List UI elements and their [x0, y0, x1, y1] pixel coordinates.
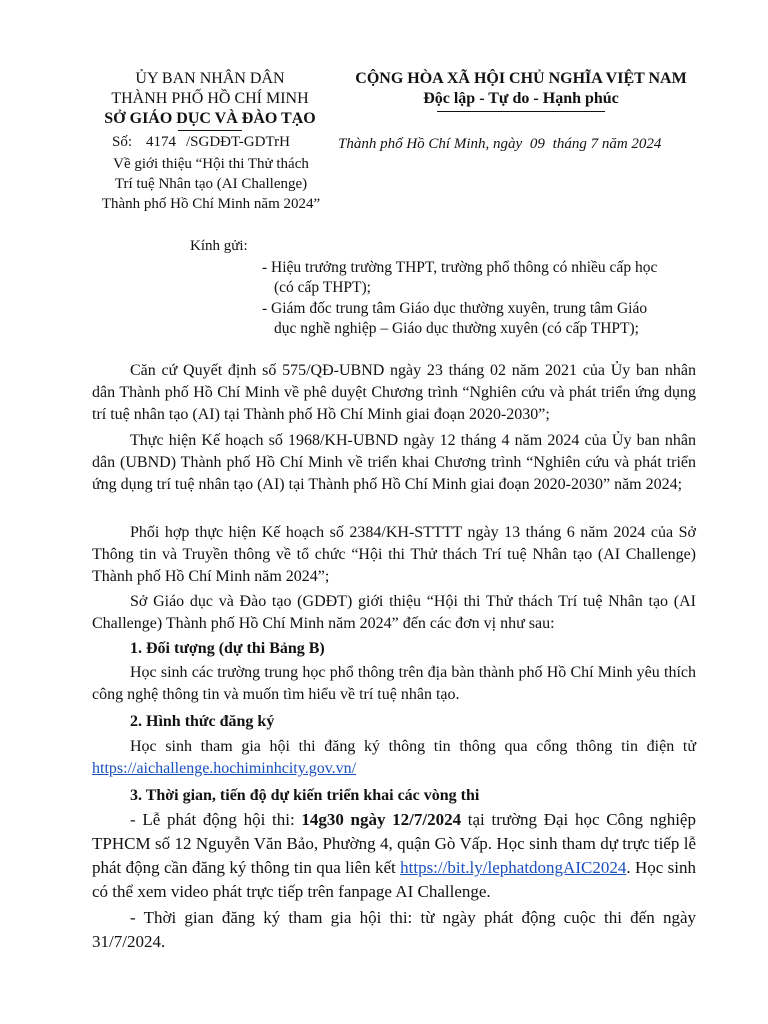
subject-line-3: Thành phố Hồ Chí Minh năm 2024” — [101, 196, 321, 212]
launch-text-c: . Học sinh có thể xem video phát trực tiếp trên fanpage AI Challenge. — [92, 858, 696, 901]
issuer-underline — [178, 130, 242, 131]
registration-text: Học sinh tham gia hội thi đăng ký thông tin thông qua cổng thông tin điện tử — [130, 738, 696, 755]
launch-registration-link[interactable]: https://bit.ly/lephatdongAIC2024 — [400, 858, 627, 877]
national-motto: Độc lập - Tự do - Hạnh phúc — [423, 90, 619, 107]
launch-text-b: tại trường Đại học Công nghiệp TPHCM số 12 Nguyễn Văn Bảo, Phường 4, quận Gò Vấp. Học sinh tham dự trực tiếp lễ phát động cần đăng ký thông tin qua liên kết — [92, 810, 696, 877]
recipient-item-2-line-1: - Giám đốc trung tâm Giáo dục thường xuyên, trung tâm Giáo — [262, 300, 648, 317]
paragraph-registration-period: - Thời gian đăng ký tham gia hội thi: từ ngày phát động cuộc thi đến ngày 31/7/2024. — [92, 908, 696, 951]
section-heading-2: 2. Hình thức đăng ký — [130, 713, 275, 730]
launch-text-a: - Lễ phát động hội thi: — [130, 810, 302, 829]
date-suffix: tháng 7 năm 2024 — [552, 136, 662, 152]
doc-number-suffix: /SGDĐT-GDTrH — [186, 134, 290, 150]
recipient-item-1 — [262, 258, 702, 298]
paragraph-legal-basis: Căn cứ Quyết định số 575/QĐ-UBND ngày 23 tháng 02 năm 2021 của Ủy ban nhân dân Thành phố Hồ Chí Minh về phê duyệt Chương trình “Nghiên cứu và phát triển ứng dụng trí tuệ nhân tạo (AI) tại Thành phố Hồ Chí Minh giai đoạn 2020-2030”; — [92, 362, 696, 423]
date-prefix: Thành phố Hồ Chí Minh, ngày — [338, 136, 523, 152]
recipient-item-2-line-2: dục nghề nghiệp – Giáo dục thường xuyên (có cấp THPT); — [274, 320, 639, 337]
date-line — [338, 136, 661, 153]
paragraph-registration — [92, 736, 696, 780]
motto-underline — [437, 111, 605, 112]
section-heading-3: 3. Thời gian, tiến độ dự kiến triển khai các vòng thi — [130, 787, 480, 804]
paragraph-introduction: Sở Giáo dục và Đào tạo (GDĐT) giới thiệu “Hội thi Thử thách Trí tuệ Nhân tạo (AI Challenge) Thành phố Hồ Chí Minh năm 2024” đến các đơn vị như sau: — [92, 593, 696, 632]
paragraph-target: Học sinh các trường trung học phổ thông trên địa bàn thành phố Hồ Chí Minh yêu thích công nghệ thông tin và muốn tìm hiểu về trí tuệ nhân tạo. — [92, 664, 696, 703]
paragraph-coordination: Phối hợp thực hiện Kế hoạch số 2384/KH-STTTT ngày 13 tháng 6 năm 2024 của Sở Thông tin và Truyền thông về tổ chức “Hội thi Thử thách Trí tuệ Nhân tạo (AI Challenge) Thành phố Hồ Chí Minh năm 2024”; — [92, 524, 696, 585]
recipient-item-2 — [262, 299, 702, 339]
subject-line-2: Trí tuệ Nhân tạo (AI Challenge) — [114, 176, 308, 192]
issuer-line-2: THÀNH PHỐ HỒ CHÍ MINH — [111, 90, 309, 107]
launch-time: 14g30 ngày 12/7/2024 — [301, 810, 462, 829]
recipient-item-1-line-1: - Hiệu trưởng trường THPT, trường phổ thông có nhiều cấp học — [262, 259, 658, 276]
doc-number-value: 4174 — [146, 134, 176, 150]
issuer-line-3: SỞ GIÁO DỤC VÀ ĐÀO TẠO — [104, 110, 316, 127]
section-heading-1: 1. Đối tượng (dự thi Bảng B) — [130, 640, 325, 657]
subject-line-1: Về giới thiệu “Hội thi Thử thách — [113, 156, 309, 172]
registration-link[interactable]: https://aichallenge.hochiminhcity.gov.vn/ — [92, 760, 357, 777]
date-day: 09 — [529, 136, 545, 152]
recipients-label: Kính gửi: — [190, 238, 248, 254]
issuer-line-1: ỦY BAN NHÂN DÂN — [135, 70, 285, 87]
doc-number-label: Số: — [112, 134, 133, 150]
paragraph-launch-event — [92, 808, 696, 904]
recipient-item-1-line-2: (có cấp THPT); — [274, 279, 371, 296]
paragraph-implementation: Thực hiện Kế hoạch số 1968/KH-UBND ngày 12 tháng 4 năm 2024 của Ủy ban nhân dân (UBND) Thành phố Hồ Chí Minh về triển khai Chương trình “Nghiên cứu và phát triển ứng dụng trí tuệ nhân tạo (AI) tại Thành phố Hồ Chí Minh giai đoạn 2020-2030” năm 2024; — [92, 432, 696, 493]
national-title: CỘNG HÒA XÃ HỘI CHỦ NGHĨA VIỆT NAM — [355, 70, 687, 87]
